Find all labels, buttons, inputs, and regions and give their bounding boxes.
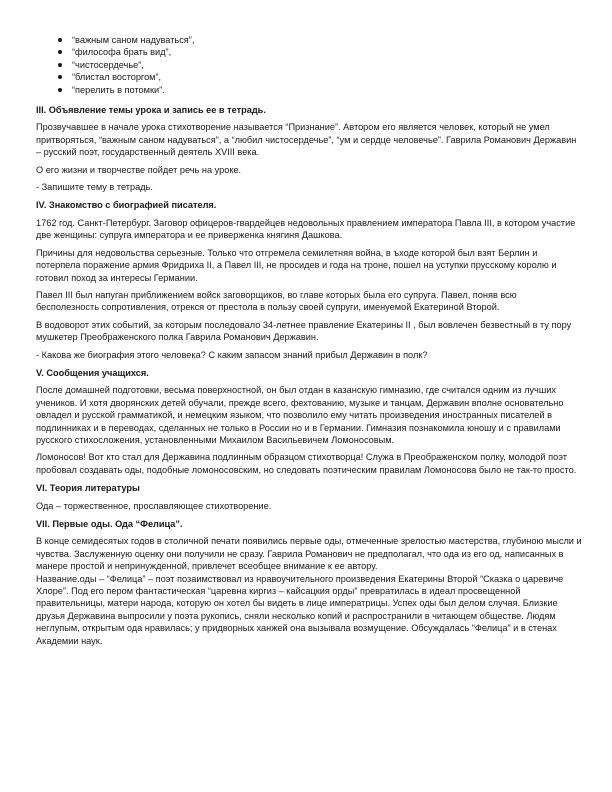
section-heading: VI. Теория литературы [36,483,140,494]
paragraph: В конце семидесятых годов в столичной печати появились первые оды, отмеченные зрелостью мастерства, глубиною мысли и чувства. Заслуженную оценку они получили не сразу. Гаврила Романович не предполагал, что ода из его од, написанных в манере простой и непринужденной, привлечет всеобщее внимание к ее автору. Название.оды – “Фелица” – поэт позаимствовал из нравоучительного произведения Екатерины Второй “Сказка о царевиче Хлоре”. Под его пером фантастическая “царевна киргиз – кайсацкия орды” превратилась в идеал просвещенной правительницы, матери народа, которую он хотел бы видеть в лице императрицы. Успех оды был делом случая. Близкие друзья Державина выпросили у поэта рукопись, сняли несколько копий и распространили в читающем обществе. Людям неглупым, открытым ода нравилась; у придворных ханжей она вызывала возмущение. Обсуждалась “Фелица” и в стенах Академии наук. [36,536,582,646]
paragraph: После домашней подготовки, весьма поверхностной, он был отдан в казанскую гимназию, где считался одним из лучших учеников. И хотя дворянских детей обучали, прежде всего, фехтованию, музыке и танцам, Державин вполне основательно овладел и русской грамматикой, и немецким языком, что позволило ему читать произведения иностранных писателей в подлинниках и в переводах, сделанных не только в России но и в Германии. Гимназия познакомила юношу и с правилами русского стихосложения, установленными Михаилом Васильевичем Ломоносовым. [36,385,564,445]
bullet-icon [58,38,62,42]
paragraph: 1762 год. Санкт-Петербург. Заговор офицеров-гвардейцев недовольных правлением императора Павла III, в котором участие две женщины: супруга императора и ее приверженка княгиня Дашкова. [36,217,576,241]
quote-list [36,34,582,96]
paragraph: Причины для недовольства серьезные. Только что отгремела семилетняя война, в ъходе которой был взят Берлин и потерпела поражение армия Фридриха II, а Павел III, не просидев и года на троне, пошел на уступки прусскому королю и готовил поход за интересы Германии. [36,247,557,283]
bullet-icon [58,75,62,79]
list-item: “блистал восторгом”, [58,71,582,83]
section-heading: IV. Знакомство с биографией писателя. [36,200,217,211]
bullet-icon [58,63,62,67]
list-item: “философа брать вид”, [58,46,582,58]
paragraph: Прозвучавшее в начале урока стихотворение называется “Признание”. Автором его является человек, который не умел притворяться, “важным саном надуваться”, а “любил чистосердечье”, “ум и сердце человечье”. Гаврила Романович Державин – русский поэт, государственный деятель XVIII века. [36,122,577,158]
paragraph: Ломоносов! Вот кто стал для Державина подлинным образцом стихотворца! Служа в Преображенском полку, молодой поэт пробовал создавать оды, подобные ломоносовским, но следовать поэтическим правилам Ломоносова было не так-то просто. [36,452,577,475]
paragraph: - Какова же биография этого человека? С каким запасом знаний прибыл Державин в полк? [36,349,428,360]
document-page [36,34,582,652]
list-item: “перелить в потомки”. [58,84,582,96]
bullet-icon [58,88,62,92]
paragraph: Ода – торжественное, прославляющее стихотворение. [36,500,272,511]
paragraph: - Запишите тему в тетрадь. [36,182,153,193]
paragraph: В водоворот этих событий, за которым последовало 34-летнее правление Екатерины II , был вовлечен безвестный в ту пору мушкетер Преображенского полка Гаврила Романович Державин. [36,319,572,343]
section-heading: VII. Первые оды. Ода “Фелица”. [36,519,183,529]
paragraph: Павел III был напуган приближением войск заговорщиков, во главе которых была его супруга. Павел, поняв всю бесполезность сопротивления, отрекся от престола в пользу своей супруги, именуемой Екатериной Второй. [36,289,517,313]
paragraph: О его жизни и творчестве пойдет речь на уроке. [36,164,242,175]
section-heading: V. Сообщения учащихся. [36,367,149,378]
bullet-icon [58,50,62,54]
list-item: “важным саном надуваться”, [58,34,582,46]
section-heading: III. Объявление темы урока и запись ее в тетрадь. [36,105,266,116]
list-item: “чистосердечье”, [58,59,582,71]
